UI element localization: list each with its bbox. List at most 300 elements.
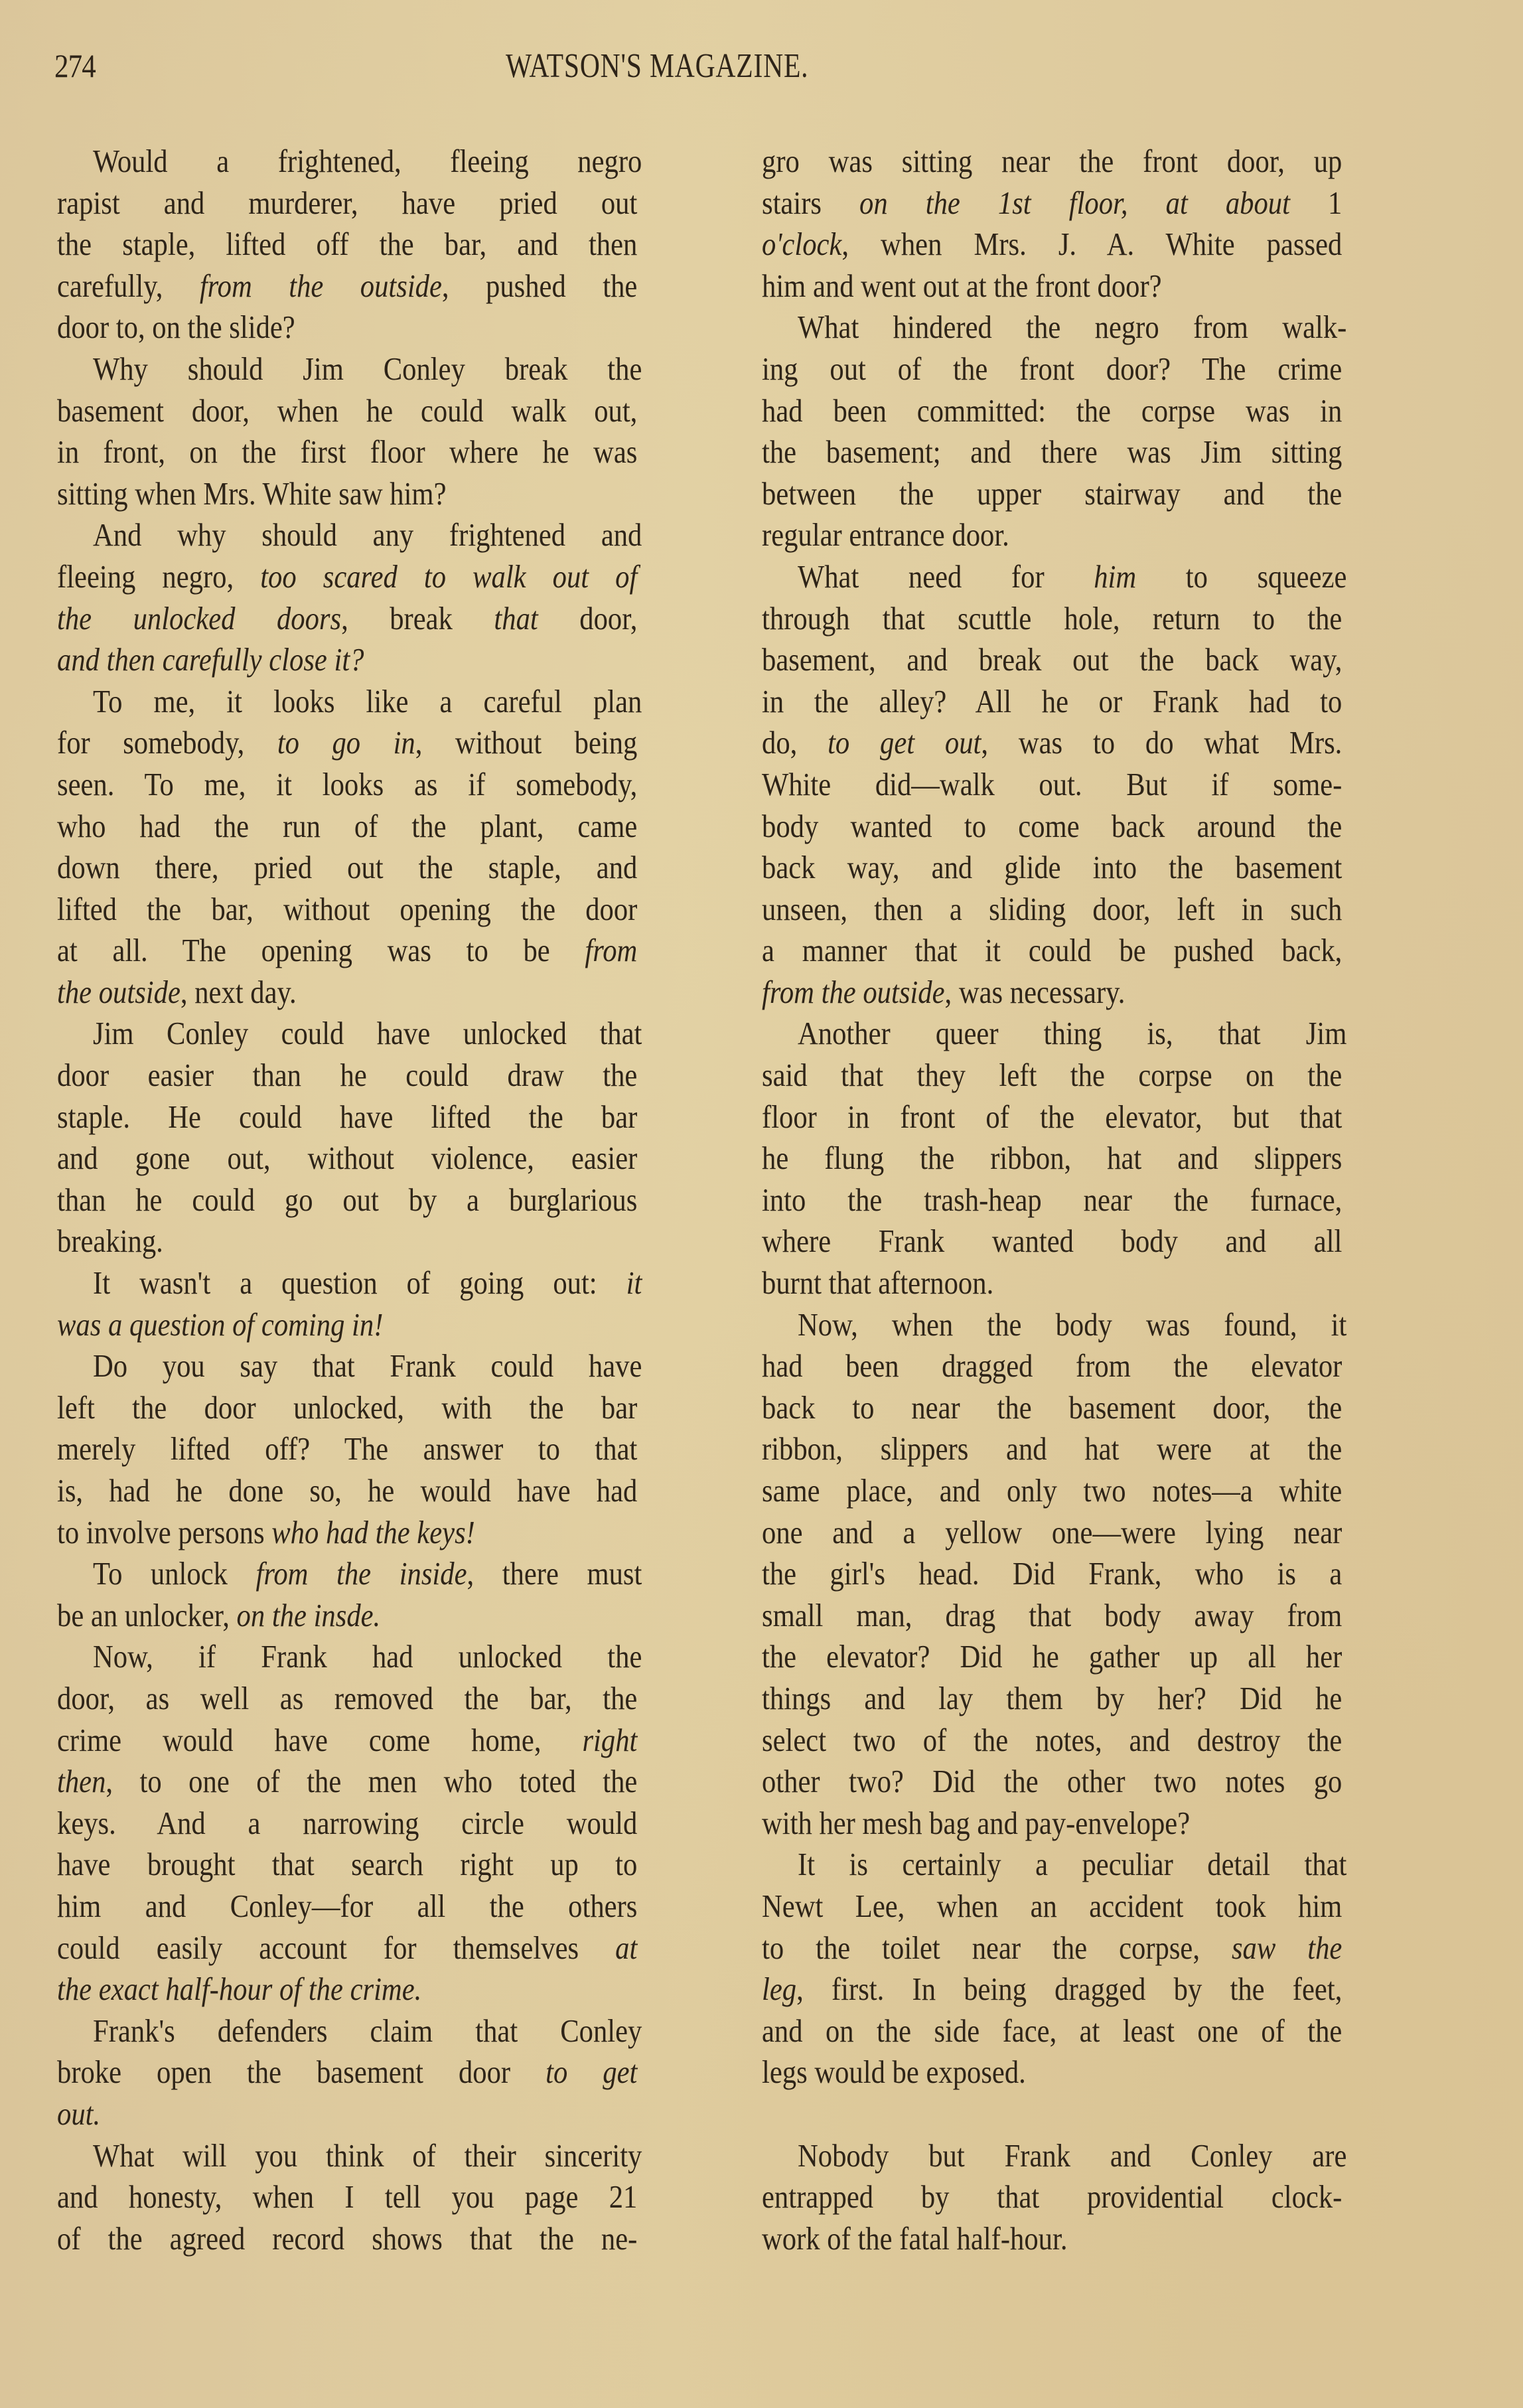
text-line	[762, 930, 1429, 972]
body-text: of the agreed record shows that the ne-	[57, 2220, 638, 2257]
text-line	[762, 1013, 1429, 1055]
body-text: burnt that afternoon.	[762, 1264, 994, 1302]
body-text: staple. He could have lifted the bar	[57, 1098, 638, 1135]
body-text: for somebody,	[57, 724, 277, 761]
body-text: the elevator? Did he gather up all her	[762, 1638, 1342, 1675]
body-text: regular entrance door.	[762, 516, 1009, 554]
text-line-content	[762, 1803, 1342, 1844]
body-text: basement door, when he could walk out,	[57, 392, 638, 429]
body-text: , without being	[415, 724, 638, 761]
text-line-content	[762, 889, 1342, 931]
text-line-content	[762, 1969, 1342, 2010]
text-line	[57, 764, 724, 806]
body-text: body wanted to come back around the	[762, 807, 1342, 844]
text-line-content	[57, 2093, 637, 2135]
text-line-content	[762, 1262, 1342, 1304]
text-line	[762, 1595, 1429, 1637]
body-text: had been dragged from the elevator	[762, 1347, 1342, 1385]
text-line-content	[57, 2176, 637, 2218]
text-line	[762, 307, 1429, 348]
text-line	[762, 1512, 1429, 1554]
text-line	[57, 1096, 724, 1138]
text-line	[762, 348, 1429, 390]
body-text: 1	[1289, 184, 1342, 221]
body-text: broke open the basement door	[57, 2054, 546, 2091]
text-line	[57, 1886, 724, 1927]
text-line	[57, 930, 724, 972]
text-line-content	[57, 431, 637, 473]
text-line	[57, 2218, 724, 2260]
body-text: What will you think of their sincerity	[93, 2137, 642, 2174]
body-text: ribbon, slippers and hat were at the	[762, 1430, 1342, 1467]
body-text: stairs	[762, 184, 860, 221]
text-line	[57, 1179, 724, 1221]
body-text: in front, on the first floor where he was	[57, 433, 638, 471]
text-line	[57, 2093, 724, 2135]
text-line-content	[798, 2135, 1346, 2177]
text-line-content	[762, 141, 1342, 183]
page-number: 274	[54, 47, 96, 84]
body-text: door,	[538, 599, 638, 637]
italic-text: on the insde.	[236, 1596, 381, 1633]
text-line-content	[57, 1470, 637, 1512]
text-line-content	[762, 1886, 1342, 1927]
body-text: , break	[341, 599, 494, 637]
text-line-content	[57, 1969, 637, 2010]
body-text: work of the fatal half-hour.	[762, 2220, 1068, 2257]
italic-text: that	[494, 599, 538, 637]
body-text: to squeeze	[1136, 558, 1347, 595]
text-line-content	[57, 806, 637, 848]
italic-text: to go in	[277, 724, 415, 761]
text-line-content	[762, 598, 1342, 640]
text-line	[57, 1428, 724, 1470]
text-line	[762, 1304, 1429, 1346]
body-text: seen. To me, it looks as if somebody,	[57, 765, 638, 802]
text-line	[762, 473, 1429, 515]
text-line-content	[762, 2218, 1342, 2260]
italic-text: right	[582, 1721, 638, 1758]
text-line-content	[57, 1886, 637, 1927]
text-line	[762, 1720, 1429, 1762]
text-line	[57, 2176, 724, 2218]
text-line-content	[93, 1345, 642, 1387]
body-text: a manner that it could be pushed back,	[762, 932, 1342, 969]
body-text: door, as well as removed the bar, the	[57, 1679, 638, 1716]
body-text: back way, and glide into the basement	[762, 849, 1342, 886]
text-line-content	[762, 473, 1342, 515]
body-text: than he could go out by a burglarious	[57, 1181, 638, 1218]
italic-text: leg	[762, 1971, 797, 2008]
body-text: ing out of the front door? The crime	[762, 350, 1342, 387]
text-line-content	[762, 348, 1342, 390]
text-line-content	[93, 514, 642, 556]
text-line	[762, 514, 1429, 556]
text-line-content	[93, 2010, 642, 2052]
text-line	[762, 2052, 1429, 2093]
body-text: To unlock	[93, 1555, 256, 1592]
body-text: to involve persons	[57, 1513, 272, 1550]
body-text: Newt Lee, when an accident took him	[762, 1887, 1342, 1924]
text-line-content	[798, 1844, 1346, 1886]
body-text: Now, if Frank had unlocked the	[93, 1638, 642, 1675]
text-line	[762, 141, 1429, 183]
body-text: keys. And a narrowing circle would	[57, 1804, 638, 1841]
text-line-content	[762, 1470, 1342, 1512]
body-text: door to, on the slide?	[57, 309, 295, 346]
text-line	[762, 1179, 1429, 1221]
italic-text: from the inside	[255, 1555, 467, 1592]
text-line	[762, 764, 1429, 806]
text-line	[57, 1138, 724, 1179]
text-line-content	[57, 1138, 637, 1179]
body-text: is, had he done so, he would have had	[57, 1472, 638, 1509]
text-line-content	[57, 556, 637, 598]
text-line	[762, 2176, 1429, 2218]
text-line-content	[57, 639, 637, 681]
italic-text: from the outside	[199, 267, 442, 304]
italic-text: from	[585, 932, 638, 969]
italic-text: too scared to walk out of	[260, 558, 638, 595]
body-text: and on the side face, at least one of the	[762, 2012, 1342, 2049]
text-line	[57, 972, 724, 1014]
body-text: with her mesh bag and pay-envelope?	[762, 1804, 1191, 1841]
text-line	[762, 681, 1429, 723]
body-text: Why should Jim Conley break the	[93, 350, 642, 387]
text-line	[762, 431, 1429, 473]
text-line	[57, 1761, 724, 1803]
text-line	[57, 1055, 724, 1096]
text-line-content	[762, 2010, 1342, 2052]
body-text: lifted the bar, without opening the door	[57, 890, 638, 927]
text-line-content	[762, 1345, 1342, 1387]
text-line-content	[762, 1055, 1342, 1096]
text-line	[57, 224, 724, 265]
text-line	[57, 183, 724, 224]
text-line	[57, 348, 724, 390]
italic-text: then	[57, 1763, 106, 1800]
body-text: Another queer thing is, that Jim	[798, 1015, 1347, 1052]
text-line	[762, 556, 1429, 598]
text-line	[57, 681, 724, 723]
text-line-content	[762, 1096, 1342, 1138]
text-line	[57, 1678, 724, 1720]
text-line	[762, 1969, 1429, 2010]
text-line	[762, 1803, 1429, 1844]
text-line	[57, 1927, 724, 1969]
body-text: crime would have come home,	[57, 1721, 583, 1758]
text-line	[57, 1387, 724, 1429]
body-text: door easier than he could draw the	[57, 1057, 638, 1094]
text-line	[762, 265, 1429, 307]
text-line-content	[762, 1428, 1342, 1470]
body-text: basement, and break out the back way,	[762, 641, 1342, 678]
text-line	[57, 141, 724, 183]
italic-text: the unlocked doors	[57, 599, 342, 637]
text-line-content	[57, 1927, 637, 1969]
text-line	[762, 2135, 1429, 2177]
italic-text: to get out	[828, 724, 981, 761]
body-text: him and Conley—for all the others	[57, 1887, 638, 1924]
text-line-content	[57, 1761, 637, 1803]
italic-text: who had the keys!	[271, 1513, 475, 1550]
text-line-content	[57, 1428, 637, 1470]
text-line	[57, 2010, 724, 2052]
text-line-content	[57, 183, 637, 224]
body-text: to the toilet near the corpse,	[762, 1929, 1232, 1966]
text-line	[57, 598, 724, 640]
text-line	[762, 1262, 1429, 1304]
text-line-content	[57, 1512, 637, 1554]
body-text: What hindered the negro from walk-	[798, 309, 1347, 346]
body-text: Frank's defenders claim that Conley	[93, 2012, 642, 2049]
text-line	[57, 722, 724, 764]
text-line-content	[57, 889, 637, 931]
body-text: entrapped by that providential clock-	[762, 2178, 1342, 2216]
text-line	[57, 639, 724, 681]
body-text: carefully,	[57, 267, 200, 304]
text-line	[762, 1470, 1429, 1512]
text-line-content	[57, 1678, 637, 1720]
text-line	[762, 1345, 1429, 1387]
italic-text: o'clock	[762, 226, 842, 263]
body-text: floor in front of the elevator, but that	[762, 1098, 1342, 1135]
body-text: Jim Conley could have unlocked that	[93, 1015, 642, 1052]
text-line-content	[762, 639, 1342, 681]
body-text: left the door unlocked, with the bar	[57, 1389, 638, 1426]
body-text: It is certainly a peculiar detail that	[798, 1846, 1347, 1883]
text-line-content	[762, 390, 1342, 432]
text-line	[762, 1886, 1429, 1927]
text-line-content	[57, 1304, 637, 1346]
text-line-content	[762, 514, 1342, 556]
text-line	[57, 2052, 724, 2093]
text-line-content	[762, 2176, 1342, 2218]
body-text: be an unlocker,	[57, 1596, 237, 1633]
text-line-content	[57, 307, 637, 348]
text-line-content	[762, 1512, 1342, 1554]
body-text: said that they left the corpse on the	[762, 1057, 1342, 1094]
body-text: legs would be exposed.	[762, 2054, 1026, 2091]
body-text: , was necessary.	[944, 973, 1125, 1010]
text-line-content	[57, 847, 637, 889]
text-line-content	[762, 764, 1342, 806]
body-text: other two? Did the other two notes go	[762, 1763, 1342, 1800]
italic-text: at	[615, 1929, 638, 1966]
text-line	[762, 2218, 1429, 2260]
body-text: could easily account for themselves	[57, 1929, 616, 1966]
text-line	[762, 1428, 1429, 1470]
text-line-content	[762, 2052, 1342, 2093]
text-line	[57, 2135, 724, 2177]
italic-text: the exact half-hour of the crime.	[57, 1971, 422, 2008]
text-line	[57, 1720, 724, 1762]
text-line	[57, 307, 724, 348]
text-line	[762, 722, 1429, 764]
text-line	[762, 390, 1429, 432]
body-text: where Frank wanted body and all	[762, 1223, 1342, 1260]
body-text: and gone out, without violence, easier	[57, 1140, 638, 1177]
text-line-content	[93, 1553, 642, 1595]
text-line	[762, 972, 1429, 1014]
text-line	[762, 806, 1429, 848]
text-line-content	[762, 224, 1342, 265]
text-line	[57, 265, 724, 307]
text-line	[762, 1387, 1429, 1429]
text-line-content	[762, 847, 1342, 889]
text-line-content	[762, 1927, 1342, 1969]
text-line	[762, 598, 1429, 640]
body-text: in the alley? All he or Frank had to	[762, 682, 1342, 719]
text-line	[762, 224, 1429, 265]
body-text: select two of the notes, and destroy the	[762, 1721, 1342, 1758]
body-text: down there, pried out the staple, and	[57, 849, 638, 886]
text-line-content	[93, 141, 642, 183]
body-text: breaking.	[57, 1223, 163, 1260]
text-line	[57, 1844, 724, 1886]
text-line-content	[93, 1636, 642, 1678]
text-line-content	[762, 265, 1342, 307]
text-line-content	[57, 1720, 637, 1762]
text-line	[762, 1636, 1429, 1678]
text-line	[762, 1678, 1429, 1720]
text-line-content	[57, 1387, 637, 1429]
body-text: between the upper stairway and the	[762, 475, 1342, 512]
text-line	[57, 1304, 724, 1346]
text-line-content	[57, 1221, 637, 1262]
body-text: What need for	[798, 558, 1094, 595]
text-line	[57, 1636, 724, 1678]
body-text: into the trash-heap near the furnace,	[762, 1181, 1342, 1218]
text-line-content	[57, 1803, 637, 1844]
italic-text: it	[626, 1264, 642, 1302]
body-text: rapist and murderer, have pried out	[57, 184, 638, 221]
running-title: WATSON'S MAGAZINE.	[506, 47, 809, 85]
text-line	[762, 1844, 1429, 1886]
text-line-content	[762, 806, 1342, 848]
text-line-content	[762, 1595, 1342, 1637]
text-line-content	[57, 722, 637, 764]
body-text: and honesty, when I tell you page 21	[57, 2178, 638, 2216]
text-line	[762, 1096, 1429, 1138]
text-line-content	[762, 681, 1342, 723]
text-line-content	[57, 1055, 637, 1096]
body-text: through that scuttle hole, return to the	[762, 599, 1342, 637]
text-line-content	[57, 224, 637, 265]
text-line	[57, 1553, 724, 1595]
body-text: gro was sitting near the front door, up	[762, 143, 1342, 179]
text-line-content	[762, 722, 1342, 764]
text-line-content	[57, 1179, 637, 1221]
italic-text: and then carefully close it?	[57, 641, 364, 678]
text-line	[57, 889, 724, 931]
body-text: he flung the ribbon, hat and slippers	[762, 1140, 1342, 1177]
text-line-content	[57, 598, 637, 640]
italic-text: to get	[545, 2054, 638, 2091]
text-line-content	[762, 1720, 1342, 1762]
text-line	[57, 514, 724, 556]
text-line-content	[57, 1844, 637, 1886]
body-text: , next day.	[180, 973, 297, 1010]
text-line	[57, 1345, 724, 1387]
body-text: , was to do what Mrs.	[981, 724, 1342, 761]
text-line	[762, 1138, 1429, 1179]
text-line-content	[57, 972, 637, 1014]
text-column-left	[57, 141, 724, 2259]
text-line-content	[57, 265, 637, 307]
text-line-content	[93, 2135, 642, 2177]
body-text: the girl's head. Did Frank, who is a	[762, 1555, 1342, 1592]
text-line-content	[762, 972, 1342, 1014]
text-line-content	[57, 764, 637, 806]
body-text: at all. The opening was to be	[57, 932, 585, 969]
text-line	[762, 847, 1429, 889]
text-line-content	[798, 556, 1346, 598]
italic-text: the outside	[57, 973, 181, 1010]
italic-text: was a question of coming in!	[57, 1306, 384, 1343]
text-line-content	[762, 1221, 1342, 1262]
text-line-content	[57, 2218, 637, 2260]
text-line-content	[762, 1761, 1342, 1803]
body-text: do,	[762, 724, 828, 761]
text-line	[57, 1595, 724, 1637]
italic-text: on the 1st floor, at about	[859, 184, 1290, 221]
text-line	[57, 847, 724, 889]
text-line-content	[762, 431, 1342, 473]
body-text: Would a frightened, fleeing negro	[93, 143, 642, 179]
text-line-content	[798, 1013, 1346, 1055]
body-text: merely lifted off? The answer to that	[57, 1430, 638, 1467]
body-text: have brought that search right up to	[57, 1846, 638, 1883]
body-text: White did—walk out. But if some-	[762, 765, 1342, 802]
blank-line	[762, 2093, 1429, 2135]
text-line	[57, 431, 724, 473]
text-line-content	[762, 1138, 1342, 1179]
body-text: , to one of the men who toted the	[106, 1763, 638, 1800]
italic-text: from the outside	[762, 973, 945, 1010]
text-line	[762, 1055, 1429, 1096]
text-line-content	[93, 681, 642, 723]
text-line	[57, 473, 724, 515]
body-text: And why should any frightened and	[93, 516, 642, 554]
body-text: , there must	[467, 1555, 642, 1592]
text-line	[57, 1512, 724, 1554]
text-line-content	[57, 930, 637, 972]
text-line	[57, 806, 724, 848]
text-line-content	[57, 473, 637, 515]
body-text: things and lay them by her? Did he	[762, 1679, 1342, 1716]
text-line	[762, 639, 1429, 681]
body-text: To me, it looks like a careful plan	[93, 682, 642, 719]
text-line	[57, 1221, 724, 1262]
text-line-content	[762, 1387, 1342, 1429]
body-text: same place, and only two notes—a white	[762, 1472, 1342, 1509]
text-line-content	[798, 307, 1346, 348]
body-text: Do you say that Frank could have	[93, 1347, 642, 1385]
body-text: him and went out at the front door?	[762, 267, 1162, 304]
text-line-content	[57, 1096, 637, 1138]
text-line-content	[762, 1678, 1342, 1720]
text-line-content	[762, 930, 1342, 972]
italic-text: out.	[57, 2095, 101, 2132]
text-line-content	[57, 2052, 637, 2093]
text-line-content	[762, 1636, 1342, 1678]
body-text: fleeing negro,	[57, 558, 261, 595]
text-line-content	[762, 1179, 1342, 1221]
text-line-content	[762, 183, 1342, 224]
text-line	[57, 1470, 724, 1512]
body-text: , first. In being dragged by the feet,	[796, 1971, 1342, 2008]
